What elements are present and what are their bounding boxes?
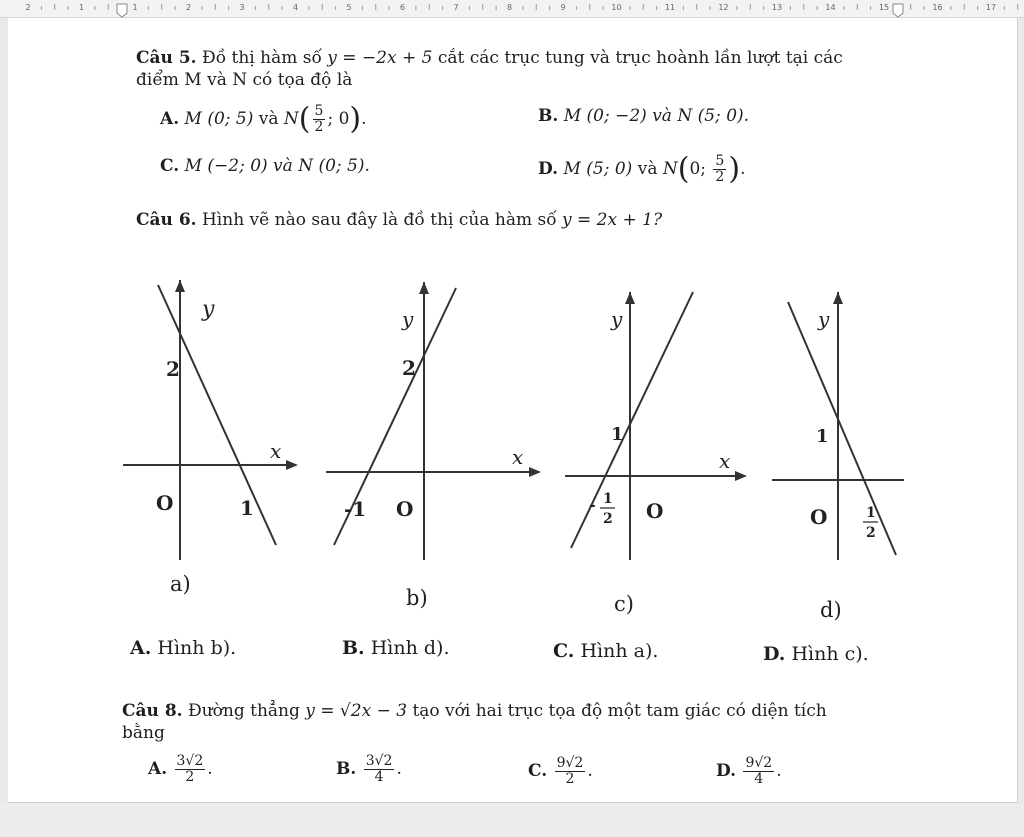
q5-text-1: Đồ thị hàm số bbox=[201, 48, 322, 68]
q6-answer-b bbox=[342, 638, 450, 658]
q5-option-d-m: M (5; 0) bbox=[563, 159, 633, 179]
graph-b-caption: b) bbox=[406, 586, 428, 610]
svg-text:1: 1 bbox=[603, 491, 613, 507]
q5-line-2: điểm M và N có tọa độ là bbox=[136, 70, 353, 90]
q8-option-a-fraction: $\frac{3√2}{2}$ bbox=[176, 753, 204, 785]
q5-option-b bbox=[538, 106, 749, 126]
q8-option-a: A. $\frac{3√2}{2}$ . bbox=[148, 753, 213, 785]
q6-answer-d-text: Hình c). bbox=[791, 643, 869, 665]
q5-option-d-and: và bbox=[637, 159, 658, 179]
document-page bbox=[8, 18, 1018, 803]
q5-label: Câu 5. bbox=[136, 48, 197, 68]
q5-option-d-n-rest: 0; bbox=[689, 159, 712, 179]
graph-d-x-intercept bbox=[863, 505, 878, 541]
graph-c-y-intercept: 1 bbox=[611, 424, 624, 445]
q6-answer-b-label: B. bbox=[342, 637, 365, 659]
q6-answer-a bbox=[130, 638, 236, 658]
graph-d-y-label: y bbox=[818, 307, 830, 331]
ruler-tick-label: 14 bbox=[825, 3, 836, 12]
ruler-tick-label: 13 bbox=[771, 3, 783, 12]
q8-option-d-label: D. bbox=[716, 761, 737, 781]
ruler-tick-label: 10 bbox=[611, 3, 622, 12]
q5-option-a-fraction: $\frac{5}{2}$ bbox=[314, 103, 324, 135]
q5-function: y = −2x + 5 bbox=[327, 48, 433, 68]
q8-line-2: bằng bbox=[122, 723, 165, 743]
graph-c-caption: c) bbox=[614, 592, 634, 616]
graph-c-x-label: x bbox=[719, 449, 731, 473]
ruler-tick-label: 1 bbox=[78, 3, 85, 12]
q5-option-a: A. M (0; 5) và N( $\frac{5}{2}$ ; 0). bbox=[160, 101, 367, 137]
q8-option-c-label: C. bbox=[528, 761, 548, 781]
ruler-tick-label: 5 bbox=[346, 3, 352, 12]
q8-label: Câu 8. bbox=[122, 701, 183, 721]
q5-option-c-label: C. bbox=[160, 156, 180, 176]
graph-d-line bbox=[788, 302, 896, 555]
graph-b-origin: O bbox=[396, 497, 414, 521]
svg-text:1: 1 bbox=[866, 505, 876, 521]
q6-line-1 bbox=[136, 210, 662, 230]
graph-b bbox=[324, 280, 549, 565]
q6-answer-c-label: C. bbox=[553, 640, 575, 662]
q6-answer-d-label: D. bbox=[763, 643, 786, 665]
q5-option-c-text: M (−2; 0) và N (0; 5). bbox=[184, 156, 370, 176]
graph-a-caption: a) bbox=[170, 572, 191, 596]
graph-a-origin: O bbox=[156, 491, 174, 515]
q6-answer-c-text: Hình a). bbox=[580, 640, 659, 662]
graph-b-y-intercept: 2 bbox=[402, 356, 416, 380]
svg-text:-: - bbox=[589, 495, 596, 514]
q8-option-b-label: B. bbox=[336, 759, 357, 779]
q8-text-2: tạo với hai trục tọa độ một tam giác có diện tích bbox=[412, 701, 827, 721]
right-indent-marker[interactable] bbox=[893, 4, 903, 17]
status-bar bbox=[0, 803, 1024, 837]
ruler-tick-label: 11 bbox=[664, 3, 676, 12]
ruler-tick-label: 15 bbox=[878, 3, 890, 12]
ruler-tick-label: 6 bbox=[399, 3, 406, 12]
left-indent-marker[interactable] bbox=[117, 4, 127, 17]
q5-option-d-fraction: $\frac{5}{2}$ bbox=[715, 153, 725, 185]
graph-a bbox=[118, 280, 308, 565]
graph-a-x-intercept: 1 bbox=[240, 496, 254, 520]
q8-line-1 bbox=[122, 701, 827, 721]
q8-option-b: B. $\frac{3√2}{4}$ . bbox=[336, 753, 402, 785]
q5-option-a-n-rest: ; 0 bbox=[327, 109, 350, 129]
q6-label: Câu 6. bbox=[136, 210, 197, 230]
ruler-scale bbox=[0, 0, 1024, 18]
q8-option-b-fraction: $\frac{3√2}{4}$ bbox=[365, 753, 393, 785]
ruler-tick-label: 3 bbox=[239, 3, 245, 12]
graph-b-y-label: y bbox=[402, 307, 414, 331]
q6-answer-a-text: Hình b). bbox=[157, 637, 237, 659]
q5-option-a-m: M (0; 5) bbox=[184, 109, 254, 129]
ruler-tick-label: 8 bbox=[506, 3, 513, 12]
q5-option-b-label: B. bbox=[538, 106, 559, 126]
q6-text: Hình vẽ nào sau đây là đồ thị của hàm số bbox=[201, 210, 557, 230]
q5-option-a-label: A. bbox=[160, 109, 180, 129]
q5-option-d-label: D. bbox=[538, 159, 559, 179]
q8-option-d: D. $\frac{9√2}{4}$ . bbox=[716, 755, 782, 787]
ruler bbox=[0, 0, 1024, 18]
svg-text:2: 2 bbox=[603, 511, 613, 527]
q5-option-c bbox=[160, 156, 370, 176]
q5-option-d: D. M (5; 0) và N(0; $\frac{5}{2}$ ). bbox=[538, 151, 746, 187]
graph-b-x-label: x bbox=[512, 445, 524, 469]
q5-option-d-n: N bbox=[662, 159, 678, 179]
q8-option-a-label: A. bbox=[148, 759, 168, 779]
q6-function: y = 2x + 1? bbox=[562, 210, 663, 230]
ruler-tick-label: 7 bbox=[453, 3, 459, 12]
svg-text:2: 2 bbox=[866, 525, 876, 541]
ruler-tick-label: 17 bbox=[985, 3, 997, 12]
q8-option-c: C. $\frac{9√2}{2}$ . bbox=[528, 755, 593, 787]
ruler-tick-label: 1 bbox=[132, 3, 138, 12]
ruler-tick-label: 2 bbox=[185, 3, 192, 12]
ruler-tick-label: 9 bbox=[560, 3, 566, 12]
graph-d-origin: O bbox=[810, 505, 828, 529]
q5-option-b-text: M (0; −2) và N (5; 0). bbox=[563, 106, 750, 126]
ruler-tick-label: 16 bbox=[932, 3, 943, 12]
graph-a-line bbox=[158, 285, 276, 545]
graph-c-y-label: y bbox=[611, 307, 623, 331]
graph-c-origin: O bbox=[646, 499, 664, 523]
q5-text-2: cắt các trục tung và trục hoành lần lượt tại các bbox=[437, 48, 843, 68]
graph-a-x-label: x bbox=[270, 439, 282, 463]
q8-function: y = √2x − 3 bbox=[305, 701, 408, 721]
graph-c bbox=[563, 280, 753, 565]
q5-option-a-n: N bbox=[283, 109, 299, 129]
ruler-tick-label: 4 bbox=[292, 3, 299, 12]
q5-option-a-and: và bbox=[258, 109, 279, 129]
q6-answer-c bbox=[553, 641, 658, 661]
q8-text-1: Đường thẳng bbox=[187, 701, 300, 721]
graph-a-y-label: y bbox=[202, 297, 215, 322]
ruler-tick-label: 2 bbox=[25, 3, 31, 12]
q8-option-d-fraction: $\frac{9√2}{4}$ bbox=[745, 755, 773, 787]
graph-c-x-intercept bbox=[589, 491, 615, 527]
graph-d-caption: d) bbox=[820, 598, 842, 622]
q8-option-c-fraction: $\frac{9√2}{2}$ bbox=[556, 755, 584, 787]
graph-b-x-intercept: -1 bbox=[344, 497, 367, 521]
graph-d bbox=[768, 280, 918, 565]
graph-a-y-intercept: 2 bbox=[166, 357, 180, 381]
q6-answer-a-label: A. bbox=[130, 637, 152, 659]
q6-answer-d bbox=[763, 644, 869, 664]
graph-d-y-intercept: 1 bbox=[816, 426, 829, 447]
q6-answer-b-text: Hình d). bbox=[370, 637, 450, 659]
q5-line-1 bbox=[136, 48, 843, 68]
ruler-tick-label: 12 bbox=[718, 3, 729, 12]
